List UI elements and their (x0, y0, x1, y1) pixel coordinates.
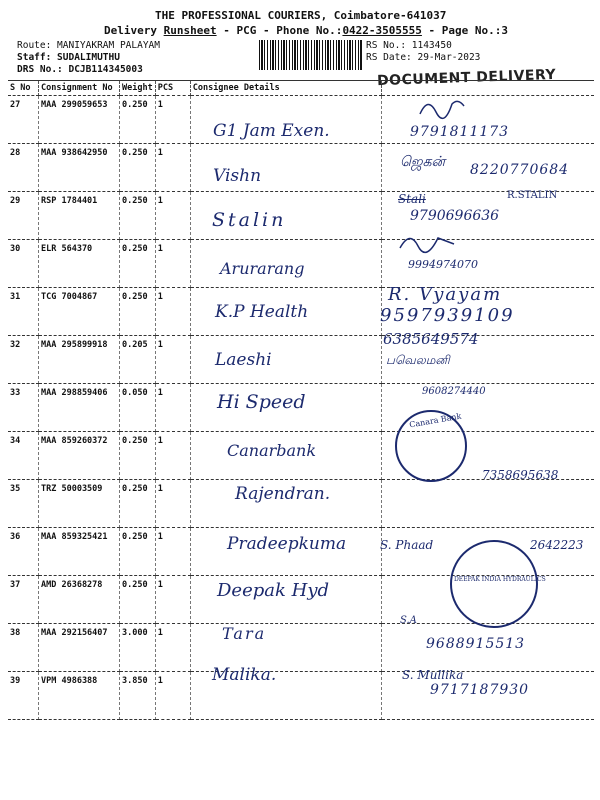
consignment-no: MAA 299059653 (39, 96, 120, 144)
sno: 31 (8, 288, 39, 336)
signature-name: S. Mullika (402, 668, 464, 682)
pcs: 1 (155, 624, 190, 672)
pcs: 1 (155, 672, 190, 720)
company-title: THE PROFESSIONAL COURIERS, Coimbatore-641037 (155, 9, 447, 22)
col-consignment: Consignment No (39, 81, 120, 96)
handwritten-name: K.P Health (215, 302, 309, 322)
pcs: 1 (155, 576, 190, 624)
signature-phone: 9994974070 (408, 258, 478, 271)
signature-scribble (418, 94, 468, 124)
sno: 35 (8, 480, 39, 528)
col-pcs: PCS (155, 81, 190, 96)
signature-scribble (398, 230, 458, 258)
sno: 28 (8, 144, 39, 192)
pcs: 1 (155, 384, 190, 432)
weight: 0.250 (120, 288, 156, 336)
col-consignee: Consignee Details (190, 81, 381, 96)
handwritten-name: Pradeepkuma (227, 534, 347, 554)
seal-text: DEEPAK INDIA HYDRAULICS (454, 576, 546, 583)
rs-date: RS Date: 29-Mar-2023 (366, 52, 481, 63)
consignment-no: MAA 292156407 (39, 624, 120, 672)
pcs: 1 (155, 240, 190, 288)
drs-label: DRS No.: DCJB114345003 (17, 64, 143, 75)
signature-phone: 6385649574 (383, 330, 479, 348)
handwritten-name: Deepak Hyd (217, 580, 330, 601)
consignment-no: MAA 859325421 (39, 528, 120, 576)
barcode (259, 40, 362, 70)
document-delivery-stamp: DOCUMENT DELIVERY (376, 66, 557, 90)
rs-no: RS No.: 1143450 (366, 40, 452, 51)
signature-phone: 9790696636 (410, 208, 500, 224)
signature-name: ஜெகன் (400, 154, 446, 170)
signature-name: S.A (400, 615, 417, 626)
weight: 0.250 (120, 480, 156, 528)
col-weight: Weight (120, 81, 156, 96)
sno: 29 (8, 192, 39, 240)
signature-phone: 9717187930 (430, 682, 530, 698)
sno: 27 (8, 96, 39, 144)
consignment-no: MAA 938642950 (39, 144, 120, 192)
weight: 3.000 (120, 624, 156, 672)
pcs: 1 (155, 336, 190, 384)
consignment-no: RSP 1784401 (39, 192, 120, 240)
signature-cell (381, 480, 594, 528)
consignment-no: TCG 7004867 (39, 288, 120, 336)
runsheet-mid: - PCG - Phone No.: (216, 24, 343, 37)
handwritten-name: Vishn (213, 166, 262, 186)
sno: 30 (8, 240, 39, 288)
pcs: 1 (155, 288, 190, 336)
weight: 0.250 (120, 144, 156, 192)
consignment-no: ELR 564370 (39, 240, 120, 288)
runsheet-prefix: Delivery (104, 24, 157, 37)
signature-phone: 7358695638 (482, 468, 559, 482)
weight: 0.250 (120, 576, 156, 624)
handwritten-name: Arurarang (220, 259, 305, 278)
handwritten-name: Laeshi (215, 350, 272, 370)
sno: 34 (8, 432, 39, 480)
staff-label: Staff: SUDALIMUTHU (17, 52, 120, 63)
col-sno: S No (8, 81, 39, 96)
signature-name: பவெலமனி (386, 353, 450, 367)
runsheet-phone: 0422-3505555 (342, 24, 422, 37)
route-label: Route: MANIYAKRAM PALAYAM (17, 40, 160, 51)
signature-phone: 2642223 (530, 538, 584, 552)
weight: 3.850 (120, 672, 156, 720)
company-seal (450, 540, 546, 628)
runsheet-word: Runsheet (163, 24, 217, 37)
runsheet-page: - Page No.:3 (421, 24, 509, 37)
consignment-no: MAA 298859406 (39, 384, 120, 432)
consignment-no: VPM 4986388 (39, 672, 120, 720)
signature-name: R. Vyayam (388, 284, 503, 305)
weight: 0.250 (120, 240, 156, 288)
sno: 39 (8, 672, 39, 720)
signature-phone: 9597939109 (380, 305, 515, 326)
consignment-no: MAA 295899918 (39, 336, 120, 384)
handwritten-name: G1 Jam Exen. (213, 121, 330, 141)
pcs: 1 (155, 432, 190, 480)
signature-name: S. Phaad (380, 538, 434, 552)
col-signature (381, 81, 594, 96)
handwritten-name: Stalin (212, 209, 287, 231)
pcs: 1 (155, 192, 190, 240)
weight: 0.050 (120, 384, 156, 432)
signature-phone: 9608274440 (422, 386, 486, 397)
sno: 36 (8, 528, 39, 576)
handwritten-name: Hi Speed (217, 391, 306, 413)
weight: 0.205 (120, 336, 156, 384)
signature-name: Stali (398, 192, 426, 206)
sno: 38 (8, 624, 39, 672)
signature-phone: 9791811173 (410, 124, 510, 140)
handwritten-name: Tara (222, 624, 267, 643)
table-header-row (8, 81, 594, 96)
pcs: 1 (155, 96, 190, 144)
weight: 0.250 (120, 96, 156, 144)
signature-name: R.STALIN (507, 190, 558, 201)
pcs: 1 (155, 480, 190, 528)
consignment-no: MAA 859260372 (39, 432, 120, 480)
weight: 0.250 (120, 528, 156, 576)
handwritten-name: Canarbank (227, 441, 317, 460)
signature-phone: 8220770684 (470, 162, 570, 178)
sno: 33 (8, 384, 39, 432)
sno: 37 (8, 576, 39, 624)
weight: 0.250 (120, 192, 156, 240)
handwritten-name: Malika. (212, 665, 277, 685)
consignment-no: AMD 26368278 (39, 576, 120, 624)
handwritten-name: Rajendran. (235, 484, 331, 504)
pcs: 1 (155, 144, 190, 192)
table-row (8, 336, 594, 384)
pcs: 1 (155, 528, 190, 576)
bank-seal (395, 410, 467, 482)
runsheet-title (104, 24, 508, 37)
sno: 32 (8, 336, 39, 384)
signature-phone: 9688915513 (426, 636, 526, 652)
weight: 0.250 (120, 432, 156, 480)
consignment-no: TRZ 50003509 (39, 480, 120, 528)
seal-text: Canara Bank (408, 411, 462, 430)
